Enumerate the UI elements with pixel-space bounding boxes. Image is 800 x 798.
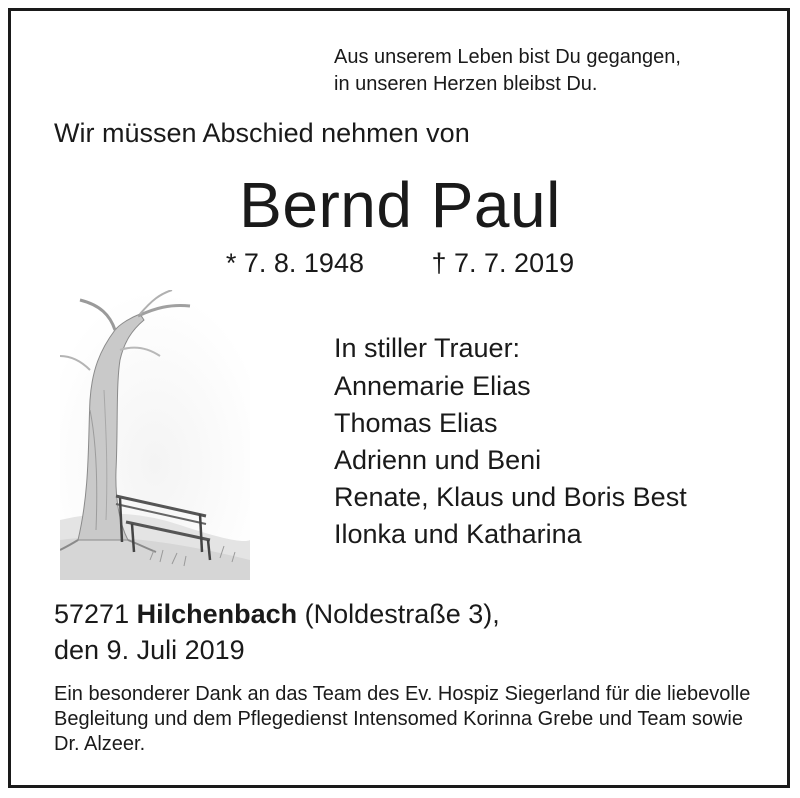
mourner: Annemarie Elias [334,371,531,401]
intro-text: Wir müssen Abschied nehmen von [54,118,470,148]
deceased-name: Bernd Paul [239,169,561,241]
life-dates [0,248,800,279]
mourner: Renate, Klaus und Boris Best [334,482,687,512]
city: Hilchenbach [136,599,298,629]
mourner: Ilonka und Katharina [334,519,582,549]
mourning-label: In stiller Trauer: [334,333,521,363]
street-address: (Noldestraße 3), [304,599,500,629]
motto-line-1: Aus unserem Leben bist Du gegangen, [334,46,681,68]
address-line [54,596,500,632]
birth-date: * 7. 8. 1948 [225,248,364,278]
mourners-list [334,368,687,553]
thanks-note: Ein besonderer Dank an das Team des Ev. Hospiz Siegerland für die liebevolle Begleitung und dem Pflegedienst Intensomed Korinna Grebe und Team sowie Dr. Alzeer. [54,683,751,755]
motto-line-2: in unseren Herzen bleibst Du. [334,73,598,95]
death-date: † 7. 7. 2019 [431,248,575,278]
mourner: Thomas Elias [334,408,498,438]
tree-bench-illustration [60,290,250,580]
place-and-date [54,596,500,668]
mourner: Adrienn und Beni [334,445,542,475]
postcode: 57271 [54,599,130,629]
motto [334,44,681,98]
date-line: den 9. Juli 2019 [54,635,245,665]
